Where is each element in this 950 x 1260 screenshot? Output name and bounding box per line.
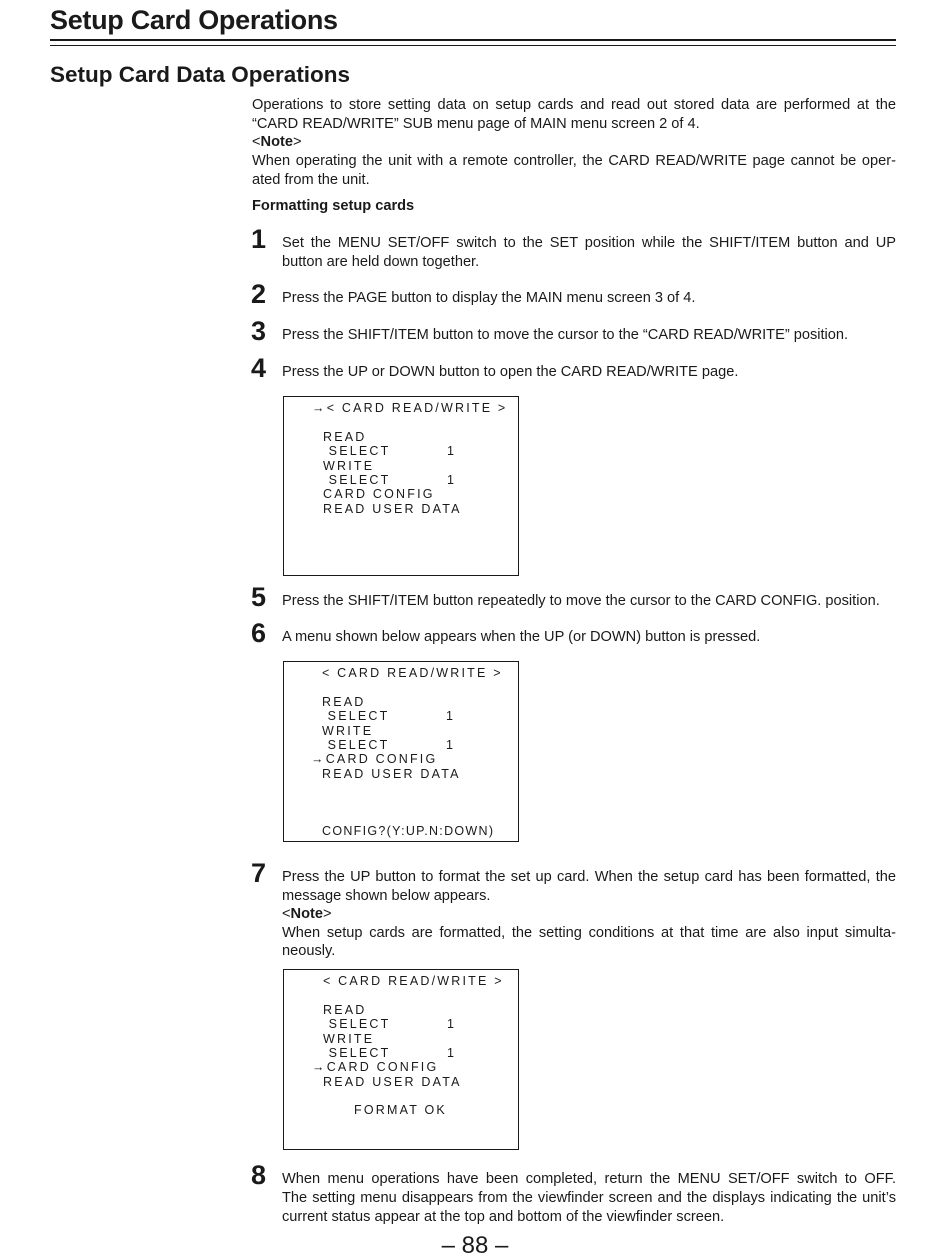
screen-line: →CARD CONFIG — [312, 1060, 439, 1074]
screen-line: READ USER DATA — [323, 1075, 462, 1089]
note-text: ated from the unit. — [252, 172, 370, 188]
screen-line: CARD CONFIG — [323, 487, 435, 501]
step-text: The setting menu disappears from the viewfinder screen and the displays indicating the unit’s — [282, 1190, 896, 1206]
screen-title: < CARD READ/WRITE > — [323, 974, 504, 988]
step-text: Press the UP or DOWN button to open the CARD READ/WRITE page. — [282, 364, 739, 380]
note-heading: <Note> — [282, 906, 332, 922]
screen-line: READ USER DATA — [322, 767, 461, 781]
step-text: Press the UP button to format the set up card. When the setup card has been formatted, the — [282, 869, 896, 885]
page-number: – 88 – — [441, 1232, 509, 1259]
screen-line: READ — [323, 1003, 367, 1017]
step-number: 7 — [251, 858, 267, 888]
step-text: current status appear at the top and bottom of the viewfinder screen. — [282, 1209, 725, 1225]
step-text: Press the SHIFT/ITEM button to move the cursor to the “CARD READ/WRITE” position. — [282, 327, 849, 343]
screen-line: WRITE — [323, 1032, 375, 1046]
screen-line: READ — [323, 430, 367, 444]
page-header — [50, 2, 896, 38]
intro-line: Operations to store setting data on setup cards and read out stored data are performed at the — [252, 97, 896, 113]
screen-line: SELECT 1 — [322, 709, 456, 723]
screen-line: SELECT 1 — [323, 473, 457, 487]
step-text: button are held down together. — [282, 254, 480, 270]
step-text: Press the SHIFT/ITEM button repeatedly to move the cursor to the CARD CONFIG. position. — [282, 593, 880, 609]
step-text: When menu operations have been completed, return the MENU SET/OFF switch to OFF. — [282, 1171, 896, 1187]
note-text: neously. — [282, 943, 336, 959]
step-text: A menu shown below appears when the UP (or DOWN) button is pressed. — [282, 629, 761, 645]
step-number: 6 — [251, 618, 267, 648]
step-number: 5 — [251, 582, 267, 612]
intro-line: “CARD READ/WRITE” SUB menu page of MAIN menu screen 2 of 4. — [252, 116, 700, 132]
menu-screen — [283, 396, 519, 576]
step-number: 1 — [251, 224, 267, 254]
menu-screen — [283, 969, 519, 1150]
screen-line: WRITE — [322, 724, 374, 738]
header-rule-thin — [50, 45, 896, 46]
screen-title: < CARD READ/WRITE > — [322, 666, 503, 680]
header-rule-thick — [50, 39, 896, 41]
screen-line: →CARD CONFIG — [311, 752, 438, 766]
step-text: Press the PAGE button to display the MAIN menu screen 3 of 4. — [282, 290, 696, 306]
menu-screen — [283, 661, 519, 842]
note-heading: <Note> — [252, 134, 302, 150]
step-number: 8 — [251, 1160, 267, 1190]
screen-line: SELECT 1 — [323, 1046, 457, 1060]
step-text: message shown below appears. — [282, 888, 491, 904]
screen-title: →< CARD READ/WRITE > — [312, 401, 508, 415]
note-text: When operating the unit with a remote controller, the CARD READ/WRITE page cannot be oper- — [252, 153, 896, 169]
screen-line: SELECT 1 — [322, 738, 456, 752]
step-number: 4 — [251, 353, 267, 383]
step-text: Set the MENU SET/OFF switch to the SET position while the SHIFT/ITEM button and UP — [282, 235, 896, 251]
screen-line: READ USER DATA — [323, 502, 462, 516]
step-number: 3 — [251, 316, 267, 346]
screen-line: SELECT 1 — [323, 1017, 457, 1031]
screen-prompt: CONFIG?(Y:UP.N:DOWN) — [322, 824, 495, 838]
subheading: Formatting setup cards — [252, 198, 415, 214]
note-text: When setup cards are formatted, the setting conditions at that time are also input simulta- — [282, 925, 896, 941]
screen-status: FORMAT OK — [354, 1103, 447, 1117]
screen-line: READ — [322, 695, 366, 709]
page-title: Setup Card Operations — [50, 5, 338, 35]
screen-line: WRITE — [323, 459, 375, 473]
screen-line: SELECT 1 — [323, 444, 457, 458]
step-number: 2 — [251, 279, 267, 309]
section-title: Setup Card Data Operations — [50, 62, 351, 87]
